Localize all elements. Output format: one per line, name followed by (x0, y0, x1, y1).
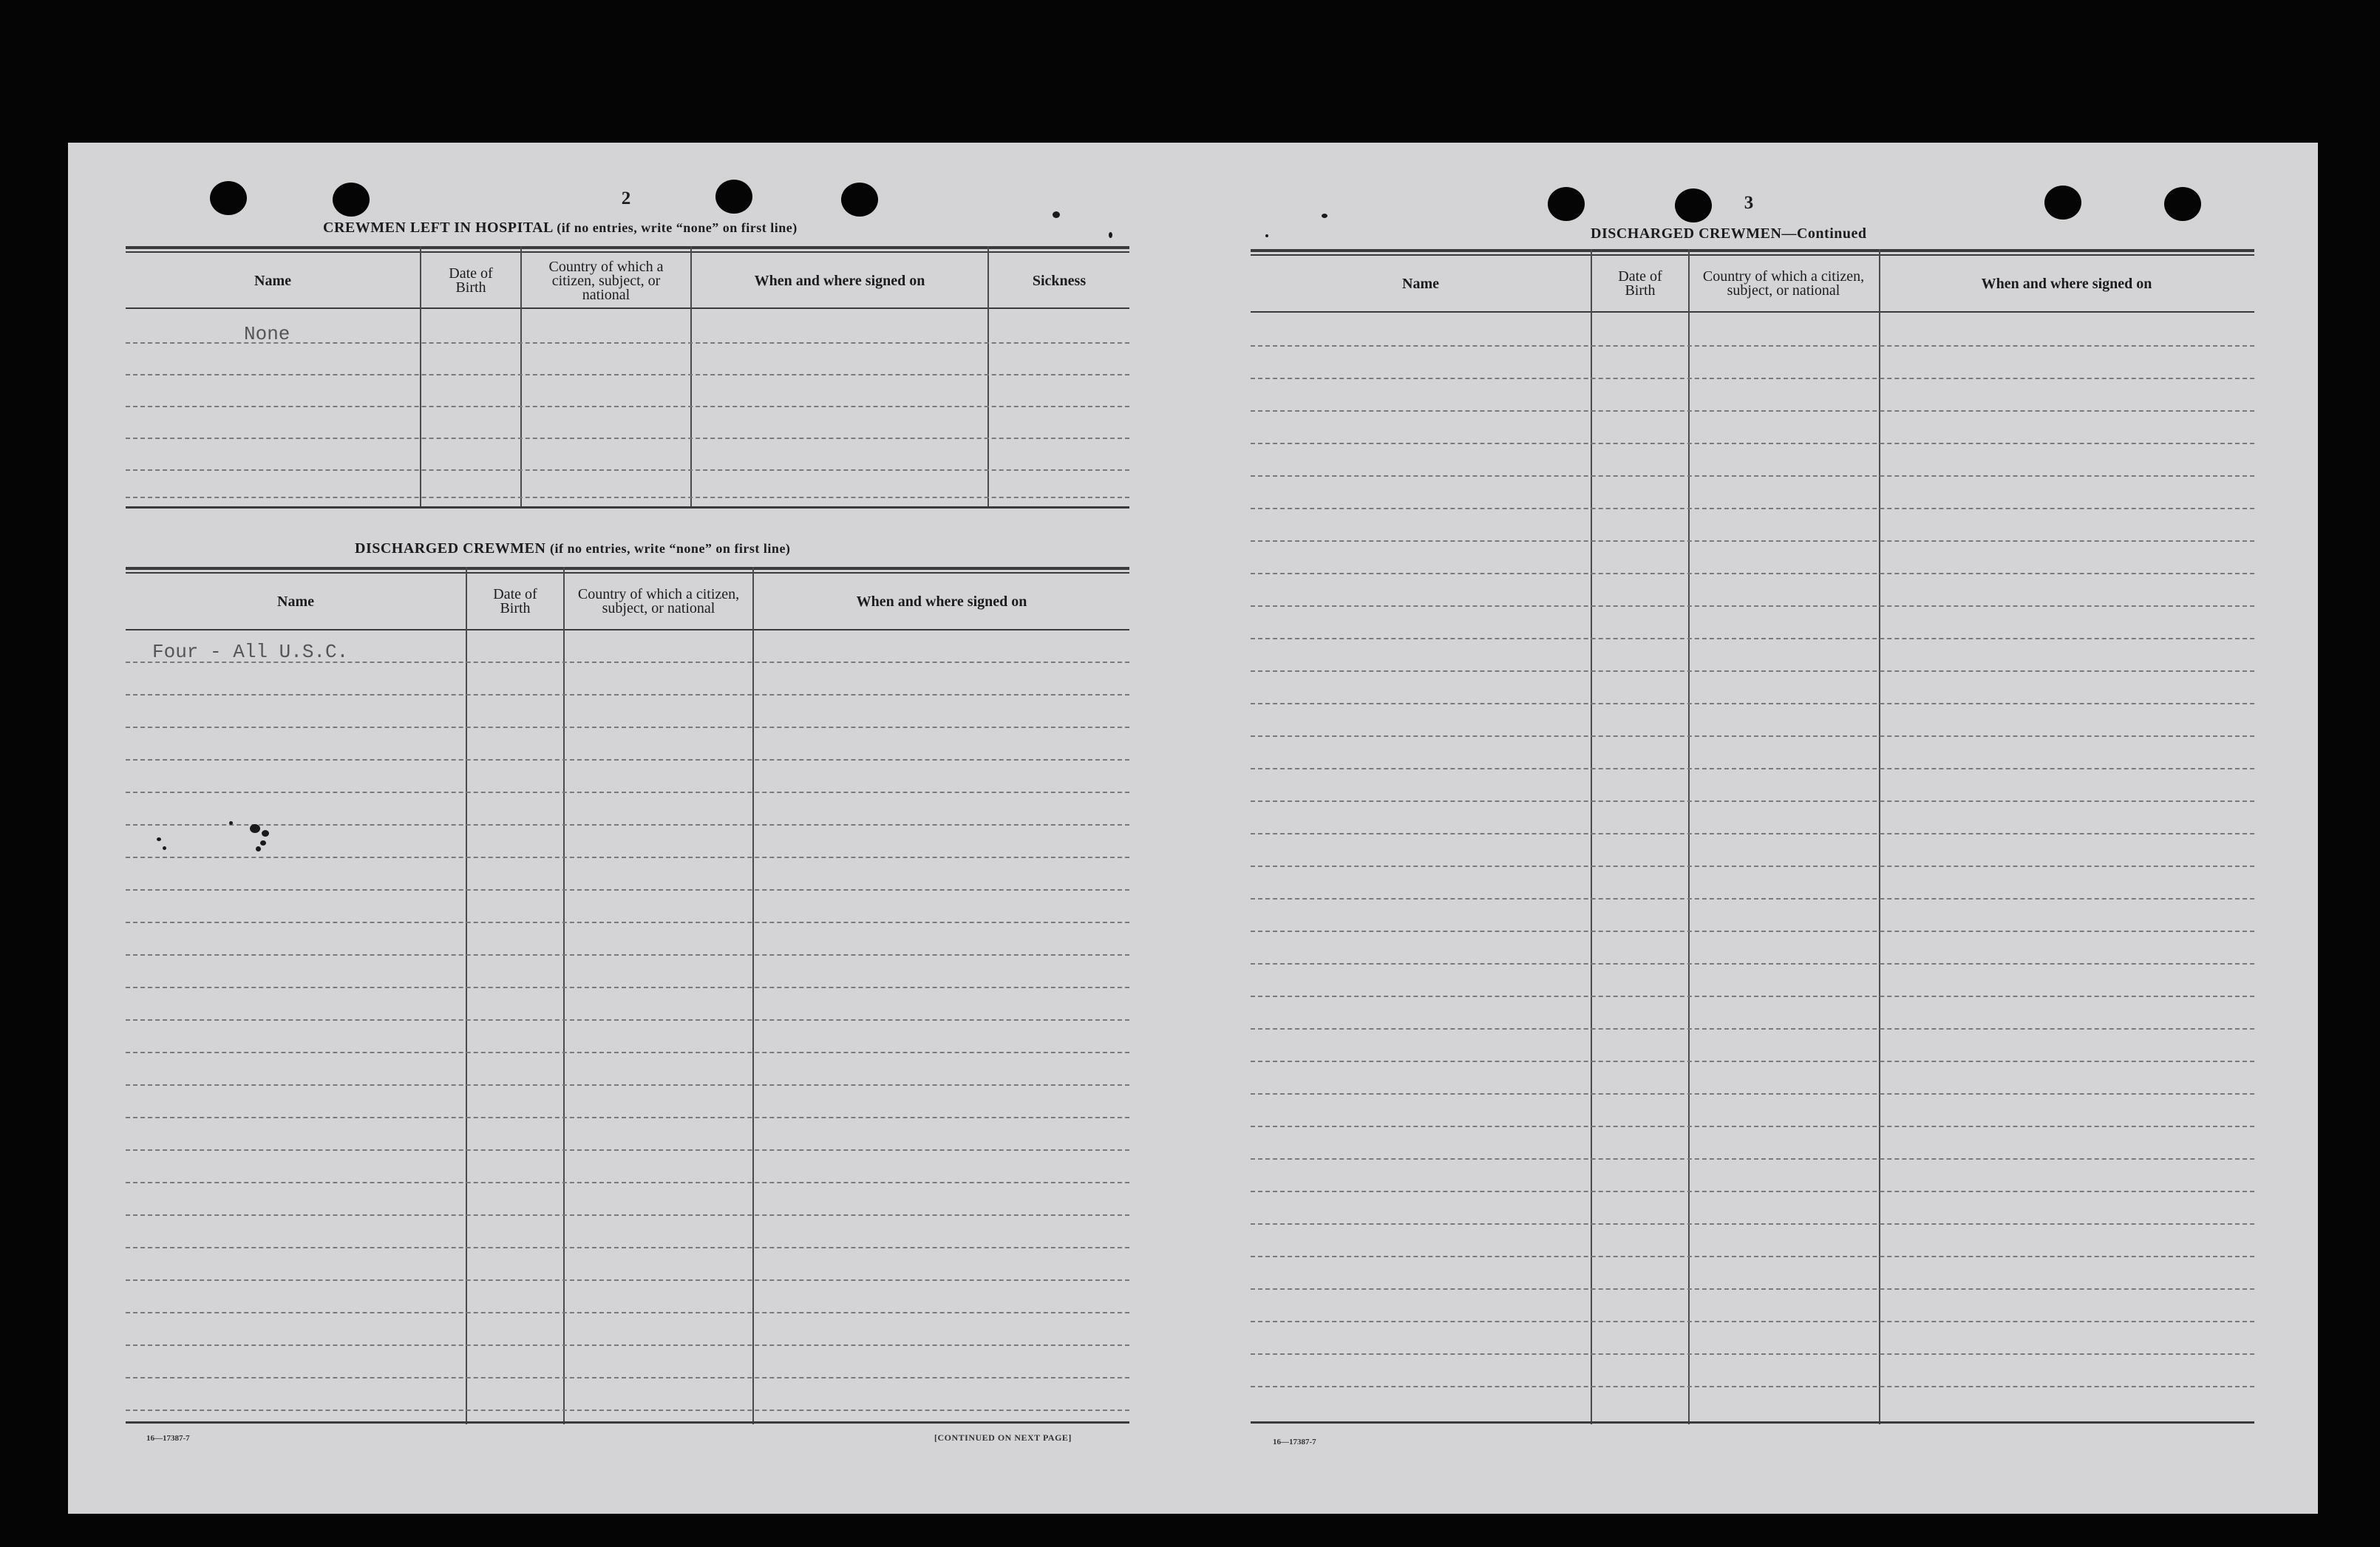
discharged-section-title: DISCHARGED CREWMEN (355, 540, 546, 557)
ink-speck (256, 846, 261, 851)
hospital-section-instruction: (if no entries, write “none” on first line) (557, 220, 798, 235)
punch-hole (841, 183, 878, 217)
right-page (1199, 143, 2318, 1514)
ink-speck (229, 821, 233, 825)
discharged-section-heading (355, 540, 790, 557)
column-header-name: Name (254, 272, 291, 289)
column-header-date-of-birth: Date of Birth (449, 265, 493, 296)
column-header-date-of-birth: Date of Birth (493, 586, 537, 616)
punch-hole (715, 180, 752, 214)
column-header-country: Country of which a citizen, subject, or national (1702, 268, 1865, 299)
column-header-country: Country of which a citizen, subject, or national (577, 586, 740, 616)
ink-speck (260, 840, 266, 846)
continued-note: [CONTINUED ON NEXT PAGE] (934, 1432, 1072, 1443)
page-number: 3 (1744, 193, 1754, 213)
column-header-signed-on: When and where signed on (856, 593, 1027, 610)
punch-hole (333, 183, 370, 217)
punch-hole (2164, 187, 2201, 221)
hospital-section-heading (323, 220, 798, 237)
discharged-entry: Four - All U.S.C. (152, 641, 349, 663)
left-page (68, 143, 1199, 1514)
hospital-section-title: CREWMEN LEFT IN HOSPITAL (323, 220, 553, 236)
page-number: 2 (621, 188, 631, 208)
column-header-name: Name (277, 593, 314, 610)
punch-hole (2044, 186, 2081, 220)
ink-speck (1322, 214, 1327, 218)
ink-speck (1053, 211, 1060, 218)
hospital-entry: None (244, 323, 290, 345)
punch-hole (1675, 188, 1712, 222)
form-number: 16—17387-7 (146, 1434, 190, 1443)
column-header-date-of-birth: Date of Birth (1618, 268, 1662, 299)
form-number: 16—17387-7 (1273, 1438, 1316, 1446)
column-header-name: Name (1402, 275, 1439, 292)
column-header-sickness: Sickness (1032, 272, 1087, 289)
discharged-continued-heading: DISCHARGED CREWMEN—Continued (1591, 225, 1867, 242)
ink-speck (1109, 232, 1112, 238)
hospital-table (126, 246, 1129, 512)
ink-speck (250, 824, 260, 833)
ink-speck (157, 837, 161, 841)
column-header-country: Country of which a citizen, subject, or national (548, 258, 664, 303)
ink-speck (1265, 234, 1268, 237)
discharged-section-instruction: (if no entries, write “none” on first line) (549, 541, 791, 556)
ink-speck (262, 830, 269, 837)
discharged-continued-table (1251, 249, 2254, 1432)
discharged-table (126, 567, 1129, 1424)
ink-speck (163, 846, 166, 850)
punch-hole (210, 181, 247, 215)
punch-hole (1548, 187, 1585, 221)
column-header-signed-on: When and where signed on (1981, 275, 2152, 292)
column-header-signed-on: When and where signed on (754, 272, 925, 289)
